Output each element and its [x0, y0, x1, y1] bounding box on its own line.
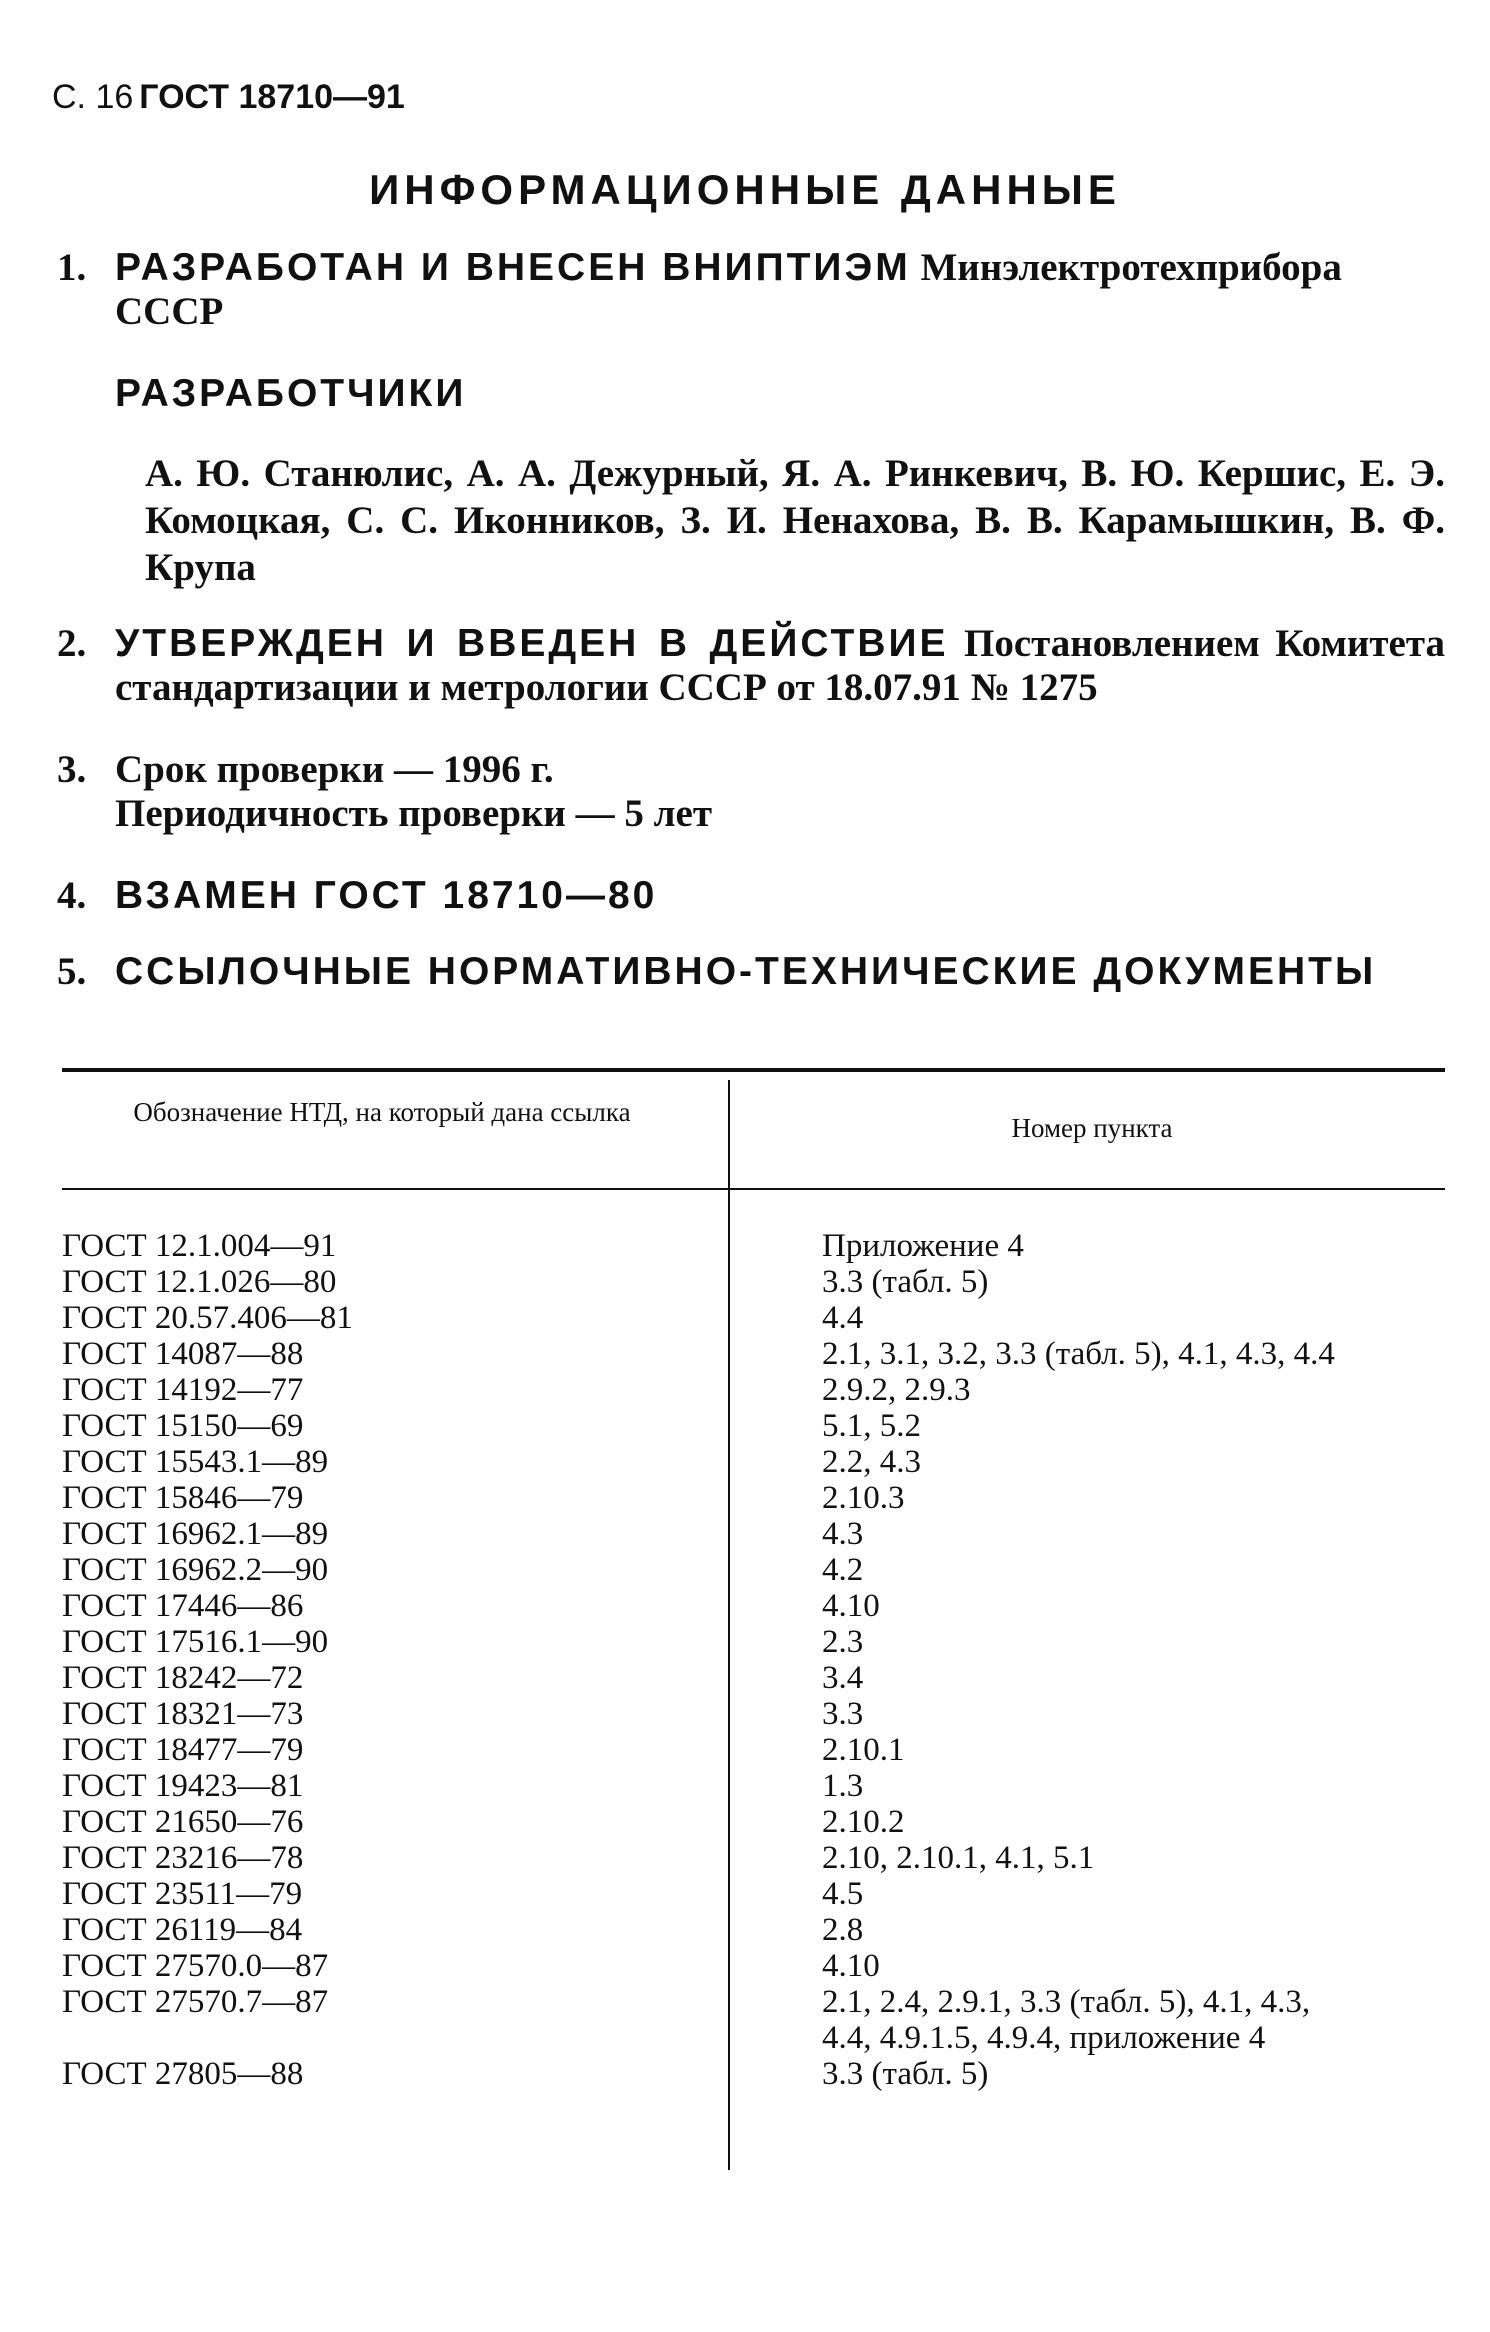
table-header-document: Обозначение НТД, на который дана ссылка — [133, 1097, 631, 1127]
clause-number: 2.10.2 — [822, 1804, 905, 1840]
clause-number: 2.9.2, 2.9.3 — [822, 1372, 971, 1408]
page-header — [52, 78, 405, 117]
table-row — [62, 1660, 1445, 1696]
document-designation: ГОСТ 18242—72 — [62, 1660, 304, 1696]
clause-number: 2.8 — [822, 1912, 864, 1948]
document-designation: ГОСТ 16962.1—89 — [62, 1516, 329, 1552]
clause-number: 4.10 — [822, 1948, 880, 1984]
clause-number: 2.10.1 — [822, 1732, 905, 1768]
clause-number: 4.2 — [822, 1552, 864, 1588]
section-1-caps: РАЗРАБОТАН И ВНЕСЕН ВНИПТИЭМ — [115, 246, 911, 289]
section-number: 3. — [57, 748, 87, 791]
section-5-text: ССЫЛОЧНЫЕ НОРМАТИВНО-ТЕХНИЧЕСКИЕ ДОКУМЕНТЫ — [115, 950, 1377, 993]
reference-table — [62, 1068, 1445, 2170]
document-designation: ГОСТ 18477—79 — [62, 1732, 304, 1768]
document-designation: ГОСТ 27570.7—87 — [62, 1984, 329, 2020]
document-designation: ГОСТ 19423—81 — [62, 1768, 304, 1804]
document-designation: ГОСТ 15543.1—89 — [62, 1444, 329, 1480]
table-row — [62, 1840, 1445, 1876]
section-1-text: Минэлектротехприбора СССР — [115, 246, 1342, 333]
clause-number: 1.3 — [822, 1768, 864, 1804]
developers-names: А. Ю. Станюлис, А. А. Дежурный, Я. А. Ринкевич, В. Ю. Кершис, Е. Э. Комоцкая, С. С. Иконников, З. И. Ненахова, В. В. Карамышкин, В. Ф. Крупа — [145, 452, 1445, 589]
document-designation: ГОСТ 23216—78 — [62, 1840, 304, 1876]
table-row — [62, 2056, 1445, 2092]
clause-number: 3.3 (табл. 5) — [822, 1264, 989, 1300]
document-designation: ГОСТ 18321—73 — [62, 1696, 304, 1732]
document-designation: ГОСТ 15150—69 — [62, 1408, 304, 1444]
table-row — [62, 1444, 1445, 1480]
document-designation: ГОСТ 26119—84 — [62, 1912, 303, 1948]
table-body — [62, 1228, 1445, 2092]
section-2-caps: УТВЕРЖДЕН И ВВЕДЕН В ДЕЙСТВИЕ — [115, 622, 949, 665]
table-row — [62, 1408, 1445, 1444]
page-number: С. 16 — [52, 78, 134, 116]
document-designation: ГОСТ 27570.0—87 — [62, 1948, 329, 1984]
table-row — [62, 1804, 1445, 1840]
clause-number: 4.4 — [822, 1300, 864, 1336]
clause-number: 5.1, 5.2 — [822, 1408, 921, 1444]
table-row — [62, 1228, 1445, 1264]
clause-number: 2.1, 2.4, 2.9.1, 3.3 (табл. 5), 4.1, 4.3, 4.4, 4.9.1.5, 4.9.4, приложение 4 — [822, 1984, 1311, 2056]
document-designation: ГОСТ 12.1.004—91 — [62, 1228, 337, 1264]
table-row — [62, 1948, 1445, 1984]
clause-number: 2.3 — [822, 1624, 864, 1660]
section-5 — [57, 950, 1445, 994]
clause-number: Приложение 4 — [822, 1228, 1024, 1264]
clause-number: 2.10, 2.10.1, 4.1, 5.1 — [822, 1840, 1095, 1876]
table-header-rule — [62, 1188, 1445, 1190]
clause-number: 2.1, 3.1, 3.2, 3.3 (табл. 5), 4.1, 4.3, 4.4 — [822, 1336, 1335, 1372]
document-designation: ГОСТ 16962.2—90 — [62, 1552, 329, 1588]
table-row — [62, 1876, 1445, 1912]
table-row — [62, 1264, 1445, 1300]
clause-number: 3.3 (табл. 5) — [822, 2056, 989, 2092]
clause-number: 2.2, 4.3 — [822, 1444, 921, 1480]
standard-code: ГОСТ 18710—91 — [139, 78, 405, 116]
section-number: 4. — [57, 874, 87, 917]
table-row — [62, 1480, 1445, 1516]
table-row — [62, 1624, 1445, 1660]
table-row — [62, 1768, 1445, 1804]
section-3 — [57, 748, 712, 836]
document-designation: ГОСТ 20.57.406—81 — [62, 1300, 353, 1336]
table-row — [62, 1588, 1445, 1624]
table-row — [62, 1912, 1445, 1948]
document-designation: ГОСТ 14192—77 — [62, 1372, 304, 1408]
clause-number: 4.10 — [822, 1588, 880, 1624]
table-top-rule — [62, 1068, 1445, 1072]
clause-number: 4.3 — [822, 1516, 864, 1552]
page-title: ИНФОРМАЦИОННЫЕ ДАННЫЕ — [369, 166, 1121, 213]
section-number: 1. — [57, 246, 87, 289]
document-designation: ГОСТ 17446—86 — [62, 1588, 304, 1624]
section-1 — [57, 246, 1445, 334]
document-designation: ГОСТ 15846—79 — [62, 1480, 304, 1516]
table-row — [62, 1372, 1445, 1408]
section-number: 5. — [57, 950, 87, 993]
clause-number: 2.10.3 — [822, 1480, 905, 1516]
table-row — [62, 1984, 1445, 2056]
table-header-clause: Номер пункта — [1011, 1113, 1173, 1143]
section-4 — [57, 874, 658, 918]
developers-heading: РАЗРАБОТЧИКИ — [115, 372, 467, 415]
document-designation: ГОСТ 27805—88 — [62, 2056, 304, 2092]
table-row — [62, 1300, 1445, 1336]
table-row — [62, 1336, 1445, 1372]
section-number: 2. — [57, 622, 87, 665]
table-row — [62, 1552, 1445, 1588]
document-designation: ГОСТ 17516.1—90 — [62, 1624, 329, 1660]
section-4-text: ВЗАМЕН ГОСТ 18710—80 — [115, 874, 658, 917]
table-row — [62, 1732, 1445, 1768]
document-designation: ГОСТ 21650—76 — [62, 1804, 304, 1840]
clause-number: 3.3 — [822, 1696, 864, 1732]
section-3-line-2: Периодичность проверки — 5 лет — [115, 792, 712, 835]
section-3-line-1: Срок проверки — 1996 г. — [115, 748, 554, 791]
clause-number: 3.4 — [822, 1660, 864, 1696]
clause-number: 4.5 — [822, 1876, 864, 1912]
section-2 — [57, 622, 1446, 710]
table-row — [62, 1516, 1445, 1552]
document-designation: ГОСТ 23511—79 — [62, 1876, 303, 1912]
document-designation: ГОСТ 14087—88 — [62, 1336, 304, 1372]
section-2-text: Постановлением Комитета стандартизации и метрологии СССР от 18.07.91 № 1275 — [115, 622, 1446, 709]
document-designation: ГОСТ 12.1.026—80 — [62, 1264, 337, 1300]
table-row — [62, 1696, 1445, 1732]
